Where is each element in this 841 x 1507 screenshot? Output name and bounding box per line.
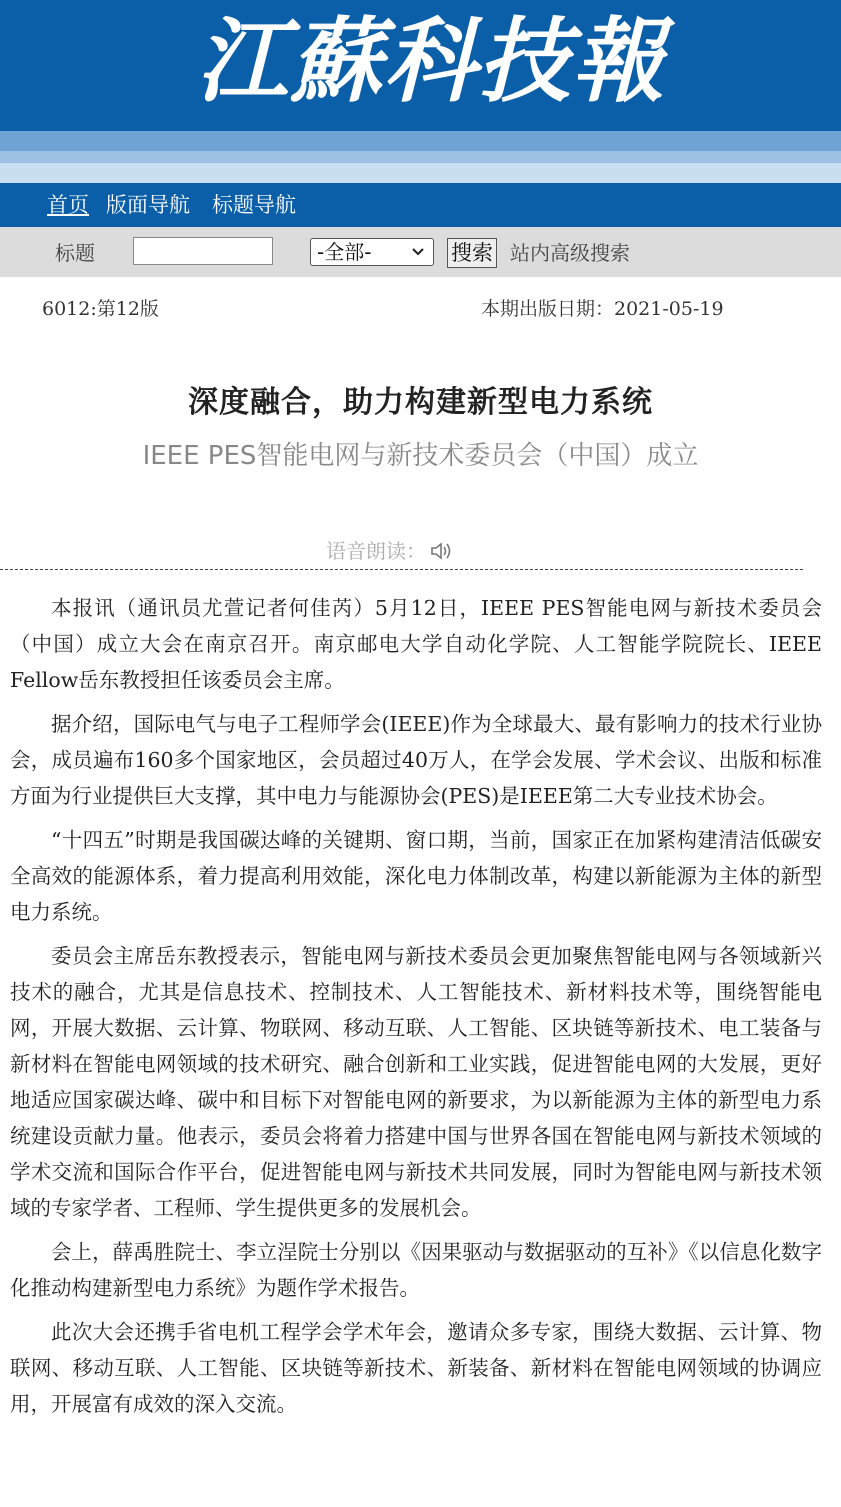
article-paragraph: 会上，薛禹胜院士、李立浧院士分别以《因果驱动与数据驱动的互补》《以信息化数字化推动构建新型电力系统》为题作学术报告。 (10, 1240, 822, 1300)
voice-reading[interactable] (326, 535, 452, 564)
article-paragraph: 委员会主席岳东教授表示，智能电网与新技术委员会更加聚焦智能电网与各领域新兴技术的融合，尤其是信息技术、控制技术、人工智能技术、新材料技术等，围绕智能电网，开展大数据、云计算、物联网、移动互联、人工智能、区块链等新技术、电工装备与新材料在智能电网领域的技术研究、融合创新和工业实践，促进智能电网的大发展，更好地适应国家碳达峰、碳中和目标下对智能电网的新要求，为以新能源为主体的新型电力系统建设贡献力量。他表示，委员会将着力搭建中国与世界各国在智能电网与新技术领域的学术交流和国际合作平台，促进智能电网与新技术共同发展，同时为智能电网与新技术领域的专家学者、工程师、学生提供更多的发展机会。 (10, 944, 822, 1220)
masthead (0, 0, 841, 183)
edition-number: 6012:第12版 (42, 298, 159, 320)
divider (0, 569, 803, 570)
article-paragraph: 此次大会还携手省电机工程学会学术年会，邀请众多专家，围绕大数据、云计算、物联网、移动互联、人工智能、区块链等新技术、新装备、新材料在智能电网领域的协调应用，开展富有成效的深入交流。 (10, 1320, 822, 1416)
nav-page-nav-link[interactable]: 版面导航 (106, 193, 190, 217)
nav-title-nav-link[interactable]: 标题导航 (212, 193, 296, 217)
article-headline: 深度融合，助力构建新型电力系统 (188, 385, 653, 420)
search-label: 标题 (55, 241, 95, 265)
speaker-icon[interactable] (426, 539, 452, 563)
article-body (10, 590, 822, 1430)
article-subheadline: IEEE PES智能电网与新技术委员会（中国）成立 (142, 441, 699, 471)
masthead-band (0, 163, 841, 183)
search-bar (0, 227, 841, 277)
article-paragraph: “十四五”时期是我国碳达峰的关键期、窗口期，当前，国家正在加紧构建清洁低碳安全高效的能源体系，着力提高利用效能，深化电力体制改革，构建以新能源为主体的新型电力系统。 (10, 828, 822, 924)
advanced-search-link[interactable]: 站内高级搜索 (510, 241, 630, 265)
publish-date: 本期出版日期：2021-05-19 (481, 298, 724, 320)
masthead-band (0, 151, 841, 163)
nav-home-link[interactable]: 首页 (47, 193, 89, 217)
article-paragraph: 本报讯（通讯员尤萱记者何佳芮）5月12日，IEEE PES智能电网与新技术委员会（中国）成立大会在南京召开。南京邮电大学自动化学院、人工智能学院院长、IEEE Fellow岳东教授担任该委员会主席。 (10, 596, 822, 692)
search-scope-value: -全部- (317, 240, 372, 264)
masthead-band (0, 131, 841, 151)
article-paragraph: 据介绍，国际电气与电子工程师学会(IEEE)作为全球最大、最有影响力的技术行业协会，成员遍布160多个国家地区，会员超过40万人，在学会发展、学术会议、出版和标准方面为行业提供巨大支撑，其中电力与能源协会(PES)是IEEE第二大专业技术协会。 (10, 712, 822, 808)
voice-reading-label: 语音朗读： (326, 539, 426, 563)
search-scope-select[interactable] (310, 238, 434, 266)
search-input[interactable] (133, 237, 273, 265)
search-button[interactable]: 搜索 (447, 238, 497, 268)
newspaper-logo: 江蘇科技報 (196, 7, 667, 115)
nav-bar (0, 183, 841, 227)
chevron-down-icon (411, 239, 425, 274)
